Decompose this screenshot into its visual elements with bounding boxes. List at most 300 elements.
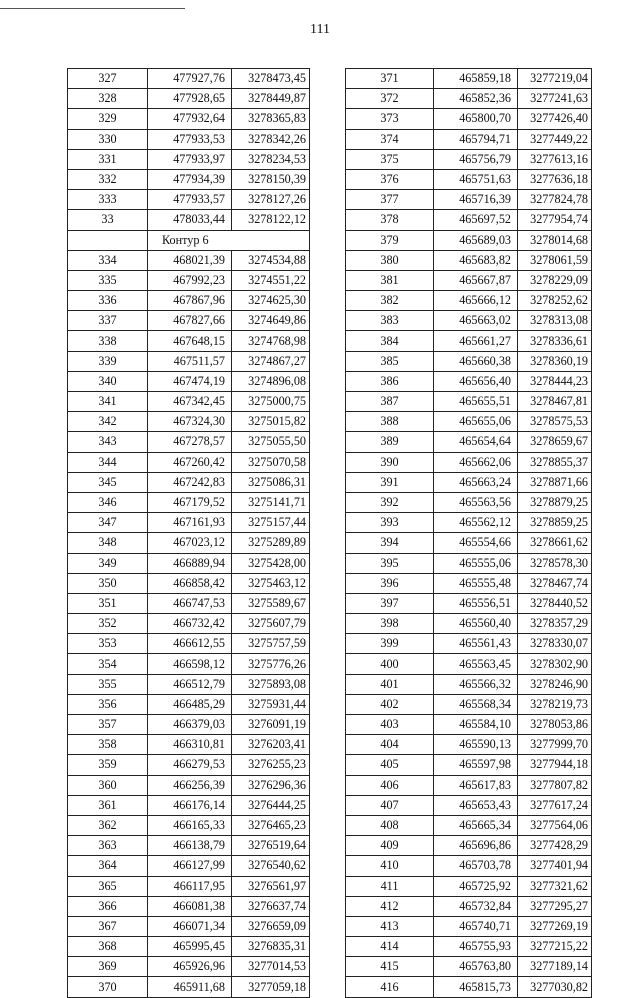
x-coordinate-cell: 465815,73 — [434, 977, 518, 997]
x-coordinate-cell: 465800,70 — [434, 109, 518, 129]
x-coordinate-cell: 465794,71 — [434, 129, 518, 149]
point-number-cell: 380 — [346, 250, 434, 270]
y-coordinate-cell: 3274534,88 — [232, 250, 310, 270]
table-row — [346, 896, 592, 916]
y-coordinate-cell: 3278467,81 — [518, 392, 592, 412]
x-coordinate-cell: 465696,86 — [434, 836, 518, 856]
point-number-cell: 336 — [68, 291, 148, 311]
y-coordinate-cell: 3276637,74 — [232, 896, 310, 916]
x-coordinate-cell: 466279,53 — [148, 755, 232, 775]
x-coordinate-cell: 465689,03 — [434, 230, 518, 250]
y-coordinate-cell: 3277636,18 — [518, 169, 592, 189]
x-coordinate-cell: 466732,42 — [148, 614, 232, 634]
point-number-cell: 405 — [346, 755, 434, 775]
table-row — [346, 250, 592, 270]
y-coordinate-cell: 3277189,14 — [518, 957, 592, 977]
point-number-cell: 356 — [68, 694, 148, 714]
y-coordinate-cell: 3275070,58 — [232, 452, 310, 472]
x-coordinate-cell: 477927,76 — [148, 69, 232, 89]
y-coordinate-cell: 3275289,89 — [232, 533, 310, 553]
y-coordinate-cell: 3276091,19 — [232, 715, 310, 735]
point-number-cell: 378 — [346, 210, 434, 230]
y-coordinate-cell: 3277428,29 — [518, 836, 592, 856]
y-coordinate-cell: 3278444,23 — [518, 371, 592, 391]
table-row — [346, 412, 592, 432]
point-number-cell: 351 — [68, 593, 148, 613]
y-coordinate-cell: 3275589,67 — [232, 593, 310, 613]
x-coordinate-cell: 465911,68 — [148, 977, 232, 997]
x-coordinate-cell: 465562,12 — [434, 513, 518, 533]
y-coordinate-cell: 3278578,30 — [518, 553, 592, 573]
table-row — [346, 836, 592, 856]
x-coordinate-cell: 466256,39 — [148, 775, 232, 795]
x-coordinate-cell: 465732,84 — [434, 896, 518, 916]
table-row — [346, 815, 592, 835]
point-number-cell: 390 — [346, 452, 434, 472]
y-coordinate-cell: 3278252,62 — [518, 291, 592, 311]
point-number-cell: 33 — [68, 210, 148, 230]
table-row — [68, 654, 310, 674]
table-row — [68, 210, 310, 230]
x-coordinate-cell: 465563,45 — [434, 654, 518, 674]
point-number-cell: 396 — [346, 573, 434, 593]
table-row — [346, 654, 592, 674]
point-number-cell: 375 — [346, 149, 434, 169]
x-coordinate-cell: 467324,30 — [148, 412, 232, 432]
table-row — [68, 311, 310, 331]
y-coordinate-cell: 3277295,27 — [518, 896, 592, 916]
table-row — [68, 916, 310, 936]
y-coordinate-cell: 3277613,16 — [518, 149, 592, 169]
table-row — [346, 977, 592, 997]
point-number-cell: 339 — [68, 351, 148, 371]
coordinates-table-left — [67, 68, 310, 998]
y-coordinate-cell: 3277564,06 — [518, 815, 592, 835]
x-coordinate-cell: 465725,92 — [434, 876, 518, 896]
table-row — [346, 573, 592, 593]
y-coordinate-cell: 3275141,71 — [232, 492, 310, 512]
x-coordinate-cell: 465661,27 — [434, 331, 518, 351]
point-number-cell: 360 — [68, 775, 148, 795]
point-number-cell: 346 — [68, 492, 148, 512]
y-coordinate-cell: 3274768,98 — [232, 331, 310, 351]
y-coordinate-cell: 3275015,82 — [232, 412, 310, 432]
y-coordinate-cell: 3274896,08 — [232, 371, 310, 391]
table-row — [346, 856, 592, 876]
x-coordinate-cell: 465683,82 — [434, 250, 518, 270]
table-row — [68, 815, 310, 835]
point-number-cell: 327 — [68, 69, 148, 89]
point-number-cell: 329 — [68, 109, 148, 129]
y-coordinate-cell: 3276659,09 — [232, 916, 310, 936]
x-coordinate-cell: 467474,19 — [148, 371, 232, 391]
table-row — [68, 169, 310, 189]
x-coordinate-cell: 465656,40 — [434, 371, 518, 391]
point-number-cell: 333 — [68, 190, 148, 210]
y-coordinate-cell: 3278302,90 — [518, 654, 592, 674]
x-coordinate-cell: 466747,53 — [148, 593, 232, 613]
table-row — [346, 311, 592, 331]
point-number-cell: 359 — [68, 755, 148, 775]
y-coordinate-cell: 3278122,12 — [232, 210, 310, 230]
point-number-cell: 363 — [68, 836, 148, 856]
y-coordinate-cell: 3278053,86 — [518, 715, 592, 735]
table-row — [68, 109, 310, 129]
table-row — [346, 149, 592, 169]
table-row — [346, 371, 592, 391]
table-row — [68, 634, 310, 654]
x-coordinate-cell: 467023,12 — [148, 533, 232, 553]
y-coordinate-cell: 3275607,79 — [232, 614, 310, 634]
y-coordinate-cell: 3277241,63 — [518, 89, 592, 109]
point-number-cell: 377 — [346, 190, 434, 210]
table-row — [346, 492, 592, 512]
section-spacer-cell — [68, 230, 148, 250]
table-row — [346, 392, 592, 412]
table-row — [68, 694, 310, 714]
point-number-cell: 341 — [68, 392, 148, 412]
y-coordinate-cell: 3277617,24 — [518, 795, 592, 815]
x-coordinate-cell: 467342,45 — [148, 392, 232, 412]
x-coordinate-cell: 477933,57 — [148, 190, 232, 210]
point-number-cell: 337 — [68, 311, 148, 331]
table-row — [346, 129, 592, 149]
y-coordinate-cell: 3275931,44 — [232, 694, 310, 714]
x-coordinate-cell: 465662,06 — [434, 452, 518, 472]
point-number-cell: 415 — [346, 957, 434, 977]
table-row — [346, 937, 592, 957]
table-row — [346, 533, 592, 553]
point-number-cell: 384 — [346, 331, 434, 351]
x-coordinate-cell: 465555,06 — [434, 553, 518, 573]
point-number-cell: 358 — [68, 735, 148, 755]
table-row — [68, 371, 310, 391]
table-row — [346, 210, 592, 230]
y-coordinate-cell: 3277321,62 — [518, 876, 592, 896]
x-coordinate-cell: 467827,66 — [148, 311, 232, 331]
x-coordinate-cell: 465556,51 — [434, 593, 518, 613]
x-coordinate-cell: 465740,71 — [434, 916, 518, 936]
y-coordinate-cell: 3276540,62 — [232, 856, 310, 876]
y-coordinate-cell: 3278449,87 — [232, 89, 310, 109]
x-coordinate-cell: 468021,39 — [148, 250, 232, 270]
point-number-cell: 367 — [68, 916, 148, 936]
table-row — [68, 89, 310, 109]
point-number-cell: 365 — [68, 876, 148, 896]
x-coordinate-cell: 465697,52 — [434, 210, 518, 230]
point-number-cell: 373 — [346, 109, 434, 129]
x-coordinate-cell: 466310,81 — [148, 735, 232, 755]
point-number-cell: 335 — [68, 270, 148, 290]
point-number-cell: 394 — [346, 533, 434, 553]
table-row — [68, 149, 310, 169]
page-number: 111 — [310, 22, 330, 37]
y-coordinate-cell: 3275428,00 — [232, 553, 310, 573]
y-coordinate-cell: 3275000,75 — [232, 392, 310, 412]
table-row — [346, 795, 592, 815]
table-row — [346, 634, 592, 654]
table-row — [68, 190, 310, 210]
y-coordinate-cell: 3278342,26 — [232, 129, 310, 149]
y-coordinate-cell: 3278440,52 — [518, 593, 592, 613]
table-row — [346, 715, 592, 735]
point-number-cell: 348 — [68, 533, 148, 553]
point-number-cell: 413 — [346, 916, 434, 936]
x-coordinate-cell: 465653,43 — [434, 795, 518, 815]
table-row — [68, 270, 310, 290]
y-coordinate-cell: 3278336,61 — [518, 331, 592, 351]
point-number-cell: 382 — [346, 291, 434, 311]
y-coordinate-cell: 3277401,94 — [518, 856, 592, 876]
x-coordinate-cell: 465554,66 — [434, 533, 518, 553]
table-row — [346, 69, 592, 89]
x-coordinate-cell: 467867,96 — [148, 291, 232, 311]
table-row — [68, 674, 310, 694]
x-coordinate-cell: 465663,02 — [434, 311, 518, 331]
table-row — [68, 392, 310, 412]
y-coordinate-cell: 3275157,44 — [232, 513, 310, 533]
y-coordinate-cell: 3278879,25 — [518, 492, 592, 512]
x-coordinate-cell: 466512,79 — [148, 674, 232, 694]
y-coordinate-cell: 3277014,53 — [232, 957, 310, 977]
y-coordinate-cell: 3276519,64 — [232, 836, 310, 856]
point-number-cell: 392 — [346, 492, 434, 512]
table-row — [346, 452, 592, 472]
point-number-cell: 383 — [346, 311, 434, 331]
x-coordinate-cell: 477934,39 — [148, 169, 232, 189]
x-coordinate-cell: 465654,64 — [434, 432, 518, 452]
table-row — [68, 291, 310, 311]
table-row — [68, 715, 310, 735]
point-number-cell: 403 — [346, 715, 434, 735]
point-number-cell: 357 — [68, 715, 148, 735]
point-number-cell: 368 — [68, 937, 148, 957]
y-coordinate-cell: 3274867,27 — [232, 351, 310, 371]
table-row — [68, 856, 310, 876]
point-number-cell: 342 — [68, 412, 148, 432]
table-row — [68, 614, 310, 634]
y-coordinate-cell: 3278014,68 — [518, 230, 592, 250]
y-coordinate-cell: 3278127,26 — [232, 190, 310, 210]
x-coordinate-cell: 465568,34 — [434, 694, 518, 714]
table-row — [68, 250, 310, 270]
y-coordinate-cell: 3278061,59 — [518, 250, 592, 270]
x-coordinate-cell: 467179,52 — [148, 492, 232, 512]
table-row — [346, 270, 592, 290]
point-number-cell: 362 — [68, 815, 148, 835]
table-row — [68, 472, 310, 492]
table-row — [68, 937, 310, 957]
x-coordinate-cell: 465663,24 — [434, 472, 518, 492]
y-coordinate-cell: 3275757,59 — [232, 634, 310, 654]
point-number-cell: 364 — [68, 856, 148, 876]
table-row — [68, 836, 310, 856]
point-number-cell: 416 — [346, 977, 434, 997]
y-coordinate-cell: 3278467,74 — [518, 573, 592, 593]
x-coordinate-cell: 465859,18 — [434, 69, 518, 89]
x-coordinate-cell: 465666,12 — [434, 291, 518, 311]
point-number-cell: 369 — [68, 957, 148, 977]
y-coordinate-cell: 3275463,12 — [232, 573, 310, 593]
y-coordinate-cell: 3277030,82 — [518, 977, 592, 997]
x-coordinate-cell: 465763,80 — [434, 957, 518, 977]
y-coordinate-cell: 3278365,83 — [232, 109, 310, 129]
table-row — [68, 957, 310, 977]
y-coordinate-cell: 3274649,86 — [232, 311, 310, 331]
point-number-cell: 400 — [346, 654, 434, 674]
y-coordinate-cell: 3275086,31 — [232, 472, 310, 492]
point-number-cell: 331 — [68, 149, 148, 169]
y-coordinate-cell: 3275055,50 — [232, 432, 310, 452]
table-row — [68, 129, 310, 149]
table-row — [346, 674, 592, 694]
y-coordinate-cell: 3278150,39 — [232, 169, 310, 189]
x-coordinate-cell: 465561,43 — [434, 634, 518, 654]
x-coordinate-cell: 465751,63 — [434, 169, 518, 189]
point-number-cell: 389 — [346, 432, 434, 452]
table-row — [68, 775, 310, 795]
point-number-cell: 338 — [68, 331, 148, 351]
x-coordinate-cell: 467260,42 — [148, 452, 232, 472]
point-number-cell: 409 — [346, 836, 434, 856]
table-row — [346, 89, 592, 109]
x-coordinate-cell: 466138,79 — [148, 836, 232, 856]
x-coordinate-cell: 465703,78 — [434, 856, 518, 876]
point-number-cell: 332 — [68, 169, 148, 189]
y-coordinate-cell: 3277426,40 — [518, 109, 592, 129]
point-number-cell: 411 — [346, 876, 434, 896]
y-coordinate-cell: 3278330,07 — [518, 634, 592, 654]
x-coordinate-cell: 466598,12 — [148, 654, 232, 674]
y-coordinate-cell: 3278855,37 — [518, 452, 592, 472]
x-coordinate-cell: 478033,44 — [148, 210, 232, 230]
x-coordinate-cell: 465566,32 — [434, 674, 518, 694]
point-number-cell: 402 — [346, 694, 434, 714]
x-coordinate-cell: 465852,36 — [434, 89, 518, 109]
point-number-cell: 349 — [68, 553, 148, 573]
x-coordinate-cell: 466485,29 — [148, 694, 232, 714]
y-coordinate-cell: 3275893,08 — [232, 674, 310, 694]
point-number-cell: 376 — [346, 169, 434, 189]
table-row — [346, 553, 592, 573]
table-row — [68, 432, 310, 452]
point-number-cell: 343 — [68, 432, 148, 452]
x-coordinate-cell: 467992,23 — [148, 270, 232, 290]
table-row — [68, 573, 310, 593]
x-coordinate-cell: 465665,34 — [434, 815, 518, 835]
table-row — [346, 593, 592, 613]
section-row — [68, 230, 310, 250]
table-row — [346, 109, 592, 129]
y-coordinate-cell: 3276203,41 — [232, 735, 310, 755]
x-coordinate-cell: 466176,14 — [148, 795, 232, 815]
y-coordinate-cell: 3278229,09 — [518, 270, 592, 290]
table-row — [68, 593, 310, 613]
table-row — [68, 896, 310, 916]
x-coordinate-cell: 466081,38 — [148, 896, 232, 916]
y-coordinate-cell: 3276296,36 — [232, 775, 310, 795]
point-number-cell: 398 — [346, 614, 434, 634]
x-coordinate-cell: 465756,79 — [434, 149, 518, 169]
y-coordinate-cell: 3278659,67 — [518, 432, 592, 452]
y-coordinate-cell: 3277219,04 — [518, 69, 592, 89]
point-number-cell: 352 — [68, 614, 148, 634]
table-row — [346, 694, 592, 714]
x-coordinate-cell: 465667,87 — [434, 270, 518, 290]
y-coordinate-cell: 3276444,25 — [232, 795, 310, 815]
x-coordinate-cell: 465590,13 — [434, 735, 518, 755]
x-coordinate-cell: 466612,55 — [148, 634, 232, 654]
point-number-cell: 355 — [68, 674, 148, 694]
table-row — [346, 331, 592, 351]
table-row — [68, 533, 310, 553]
point-number-cell: 328 — [68, 89, 148, 109]
point-number-cell: 330 — [68, 129, 148, 149]
point-number-cell: 388 — [346, 412, 434, 432]
x-coordinate-cell: 465660,38 — [434, 351, 518, 371]
x-coordinate-cell: 465584,10 — [434, 715, 518, 735]
table-row — [346, 755, 592, 775]
y-coordinate-cell: 3278473,45 — [232, 69, 310, 89]
x-coordinate-cell: 466071,34 — [148, 916, 232, 936]
x-coordinate-cell: 466117,95 — [148, 876, 232, 896]
point-number-cell: 379 — [346, 230, 434, 250]
y-coordinate-cell: 3278575,53 — [518, 412, 592, 432]
table-row — [346, 432, 592, 452]
x-coordinate-cell: 477932,64 — [148, 109, 232, 129]
x-coordinate-cell: 467648,15 — [148, 331, 232, 351]
y-coordinate-cell: 3276465,23 — [232, 815, 310, 835]
table-row — [68, 876, 310, 896]
x-coordinate-cell: 465563,56 — [434, 492, 518, 512]
table-row — [68, 69, 310, 89]
table-row — [68, 452, 310, 472]
table-row — [68, 513, 310, 533]
y-coordinate-cell: 3278360,19 — [518, 351, 592, 371]
point-number-cell: 407 — [346, 795, 434, 815]
point-number-cell: 393 — [346, 513, 434, 533]
y-coordinate-cell: 3278234,53 — [232, 149, 310, 169]
point-number-cell: 412 — [346, 896, 434, 916]
table-row — [68, 795, 310, 815]
point-number-cell: 408 — [346, 815, 434, 835]
point-number-cell: 386 — [346, 371, 434, 391]
y-coordinate-cell: 3277807,82 — [518, 775, 592, 795]
x-coordinate-cell: 465555,48 — [434, 573, 518, 593]
x-coordinate-cell: 467511,57 — [148, 351, 232, 371]
x-coordinate-cell: 477933,97 — [148, 149, 232, 169]
x-coordinate-cell: 467161,93 — [148, 513, 232, 533]
y-coordinate-cell: 3276255,23 — [232, 755, 310, 775]
table-row — [68, 553, 310, 573]
point-number-cell: 347 — [68, 513, 148, 533]
table-row — [68, 755, 310, 775]
x-coordinate-cell: 466165,33 — [148, 815, 232, 835]
point-number-cell: 406 — [346, 775, 434, 795]
y-coordinate-cell: 3278219,73 — [518, 694, 592, 714]
x-coordinate-cell: 465755,93 — [434, 937, 518, 957]
y-coordinate-cell: 3277944,18 — [518, 755, 592, 775]
y-coordinate-cell: 3278859,25 — [518, 513, 592, 533]
table-row — [346, 957, 592, 977]
x-coordinate-cell: 465560,40 — [434, 614, 518, 634]
y-coordinate-cell: 3277449,22 — [518, 129, 592, 149]
table-row — [346, 230, 592, 250]
y-coordinate-cell: 3276561,97 — [232, 876, 310, 896]
point-number-cell: 387 — [346, 392, 434, 412]
point-number-cell: 370 — [68, 977, 148, 997]
point-number-cell: 385 — [346, 351, 434, 371]
